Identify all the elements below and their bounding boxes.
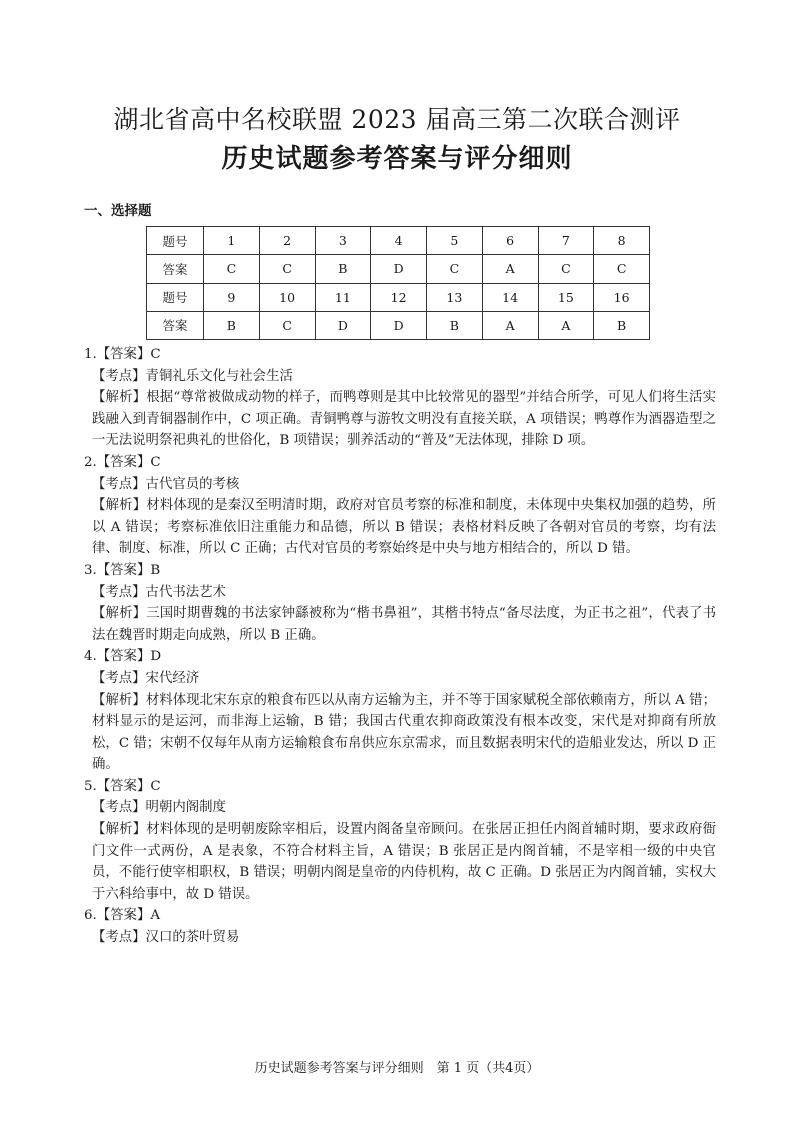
table-cell: 1 [204, 227, 260, 255]
table-cell: C [259, 255, 315, 283]
table-row [147, 283, 650, 311]
table-row-header: 题号 [147, 227, 204, 255]
table-row [147, 227, 650, 255]
table-cell: B [594, 311, 650, 339]
table-cell: C [204, 255, 260, 283]
answer-explanations [84, 344, 716, 949]
answer-table [146, 226, 650, 340]
table-cell: 15 [538, 283, 594, 311]
question-5 [84, 776, 716, 906]
table-cell: A [538, 311, 594, 339]
table-cell: 8 [594, 227, 650, 255]
table-row [147, 255, 650, 283]
document-subtitle: 历史试题参考答案与评分细则 [221, 144, 573, 174]
question-6 [84, 905, 716, 948]
answer-line: 6.【答案】A [84, 908, 161, 924]
table-cell: B [427, 311, 483, 339]
table-cell: 4 [371, 227, 427, 255]
table-cell: D [315, 311, 371, 339]
table-cell: 16 [594, 283, 650, 311]
table-row-header: 答案 [147, 255, 204, 283]
table-cell: 13 [427, 283, 483, 311]
kaodian-line: 【考点】明朝内阁制度 [92, 800, 226, 816]
jiexi-paragraph: 【解析】材料体现的是秦汉至明清时期，政府对官员考察的标准和制度，未体现中央集权加强的趋势，所以 A 错误；考察标准依旧注重能力和品德，所以 B 错误；表格材料反映了各朝对官员的考察，均有法律、制度、标准，所以 C 正确；古代对官员的考察始终是中央与地方相结合的，所以 D 错。 [92, 498, 716, 557]
table-cell: D [371, 255, 427, 283]
table-cell: 9 [204, 283, 260, 311]
table-cell: C [538, 255, 594, 283]
table-cell: A [482, 311, 538, 339]
table-cell: C [594, 255, 650, 283]
jiexi-paragraph: 【解析】三国时期曹魏的书法家钟繇被称为“楷书鼻祖”，其楷书特点“备尽法度，为正书之祖”，代表了书法在魏晋时期走向成熟，所以 B 正确。 [92, 606, 716, 643]
table-cell: C [427, 255, 483, 283]
table-cell: C [259, 311, 315, 339]
document-title: 湖北省高中名校联盟 2023 届高三第二次联合测评 [113, 105, 681, 134]
table-cell: 11 [315, 283, 371, 311]
question-4 [84, 646, 716, 776]
kaodian-line: 【考点】汉口的茶叶贸易 [92, 930, 240, 946]
table-cell: B [315, 255, 371, 283]
table-cell: 6 [482, 227, 538, 255]
answer-line: 3.【答案】B [84, 562, 161, 578]
kaodian-line: 【考点】宋代经济 [92, 670, 200, 686]
jiexi-paragraph: 【解析】材料体现北宋东京的粮食布匹以从南方运输为主，并不等于国家赋税全部依赖南方，所以 A 错；材料显示的是运河，而非海上运输，B 错；我国古代重农抑商政策没有根本改变，宋代是对抑商有所放松，C 错；宋朝不仅每年从南方运输粮食布帛供应东京需求，而且数据表明宋代的造船业发达，所以 D 正确。 [92, 692, 716, 773]
table-cell: B [204, 311, 260, 339]
kaodian-line: 【考点】古代书法艺术 [92, 584, 226, 600]
table-cell: 2 [259, 227, 315, 255]
table-cell: A [482, 255, 538, 283]
jiexi-paragraph: 【解析】根据“尊常被做成动物的样子，而鸭尊则是其中比较常见的器型”并结合所学，可见人们将生活实践融入到青铜器制作中，C 项正确。青铜鸭尊与游牧文明没有直接关联，A 项错误；鸭尊作为酒器造型之一无法说明祭祀典礼的世俗化，B 项错误；驯养活动的“普及”无法体现，排除 D 项。 [92, 390, 716, 449]
question-3 [84, 560, 716, 646]
answer-line: 1.【答案】C [84, 347, 161, 362]
kaodian-line: 【考点】青铜礼乐文化与社会生活 [92, 368, 293, 384]
table-cell: 7 [538, 227, 594, 255]
table-row [147, 311, 650, 339]
table-cell: 12 [371, 283, 427, 311]
section-heading-choice: 一、选择题 [84, 203, 152, 219]
answer-line: 2.【答案】C [84, 454, 161, 470]
jiexi-paragraph: 【解析】材料体现的是明朝废除宰相后，设置内阁备皇帝顾问。在张居正担任内阁首辅时期，要求政府衙门文件一式两份，A 是表象，不符合材料主旨，A 错误；B 张居正是内阁首辅，不是宰相一级的中央官员，不能行使宰相职权，B 错误；明朝内阁是皇帝的内侍机构，故 C 正确。D 张居正为内阁首辅，实权大于六科给事中，故 D 错误。 [92, 822, 716, 902]
page-footer: 历史试题参考答案与评分细则 第 1 页（共4页） [254, 1061, 540, 1076]
table-cell: 14 [482, 283, 538, 311]
table-cell: D [371, 311, 427, 339]
table-cell: 3 [315, 227, 371, 255]
question-2 [84, 452, 716, 560]
table-row-header: 答案 [147, 311, 204, 339]
question-1 [84, 344, 716, 452]
table-row-header: 题号 [147, 283, 204, 311]
answer-line: 4.【答案】D [84, 649, 162, 665]
kaodian-line: 【考点】古代官员的考核 [92, 476, 240, 492]
table-cell: 10 [259, 283, 315, 311]
answer-line: 5.【答案】C [84, 778, 161, 794]
table-cell: 5 [427, 227, 483, 255]
